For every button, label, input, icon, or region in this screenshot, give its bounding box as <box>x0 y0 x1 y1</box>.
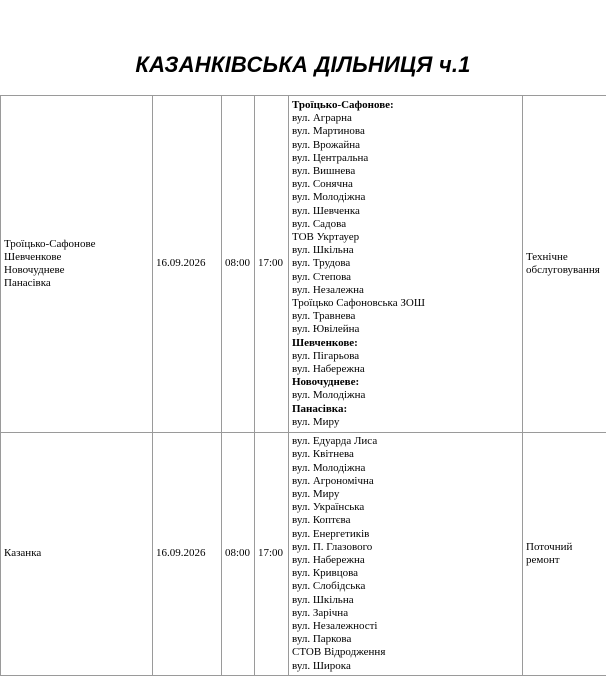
street-item: вул. Коптєва <box>292 514 351 527</box>
page-title: КАЗАНКІВСЬКА ДІЛЬНИЦЯ ч.1 <box>135 52 471 77</box>
work-type-line: ремонт <box>526 554 560 566</box>
street-item: вул. Врожайна <box>292 138 361 151</box>
street-item: вул. Сонячна <box>292 178 353 191</box>
street-item: Троїцько Сафоновська ЗОШ <box>292 297 425 309</box>
street-item: вул. Слобідська <box>292 580 366 593</box>
settlement-name: Шевченкове <box>4 250 62 263</box>
street-item: вул. Енергетиків <box>292 527 370 540</box>
street-item: вул. Кривцова <box>292 567 359 580</box>
street-item: вул. Вишнева <box>292 164 356 177</box>
work-type-line: обслуговування <box>526 264 600 276</box>
work-type-line: Технічне <box>526 250 568 263</box>
street-item: вул. Незалежна <box>292 283 364 296</box>
streets-cell <box>289 433 523 676</box>
street-item: вул. Шевченка <box>292 204 360 217</box>
work-type-cell <box>523 433 606 676</box>
settlement-name: Панасівка <box>4 277 51 290</box>
street-item: вул. Молодіжна <box>292 389 366 402</box>
street-item: вул. Мартинова <box>292 125 365 138</box>
street-item: ТОВ Укртауер <box>292 230 360 243</box>
street-item: вул. Незалежності <box>292 620 378 633</box>
street-item: вул. Степова <box>292 270 352 283</box>
street-item: вул. Молодіжна <box>292 461 366 474</box>
settlement-name: Казанка <box>4 547 42 560</box>
street-item: вул. Широка <box>292 659 351 672</box>
settlement-heading: Троїцько-Сафонове: <box>292 98 394 111</box>
street-item: вул. Пігарьова <box>292 349 360 362</box>
street-item: вул. Набережна <box>292 363 365 376</box>
street-item: вул. Українська <box>292 501 365 514</box>
end-time-cell: 17:00 <box>255 433 289 676</box>
street-item: вул. Молодіжна <box>292 191 366 204</box>
date-cell: 16.09.2026 <box>153 96 222 433</box>
table-row <box>1 96 606 433</box>
street-item: вул. Едуарда Лиса <box>292 435 378 448</box>
settlements-cell <box>1 96 153 433</box>
street-item: вул. Квітнева <box>292 448 354 461</box>
street-item: вул. Аграрна <box>292 112 352 125</box>
street-item: вул. Травнева <box>292 310 356 323</box>
work-type-cell <box>523 96 606 433</box>
settlement-heading: Шевченкове: <box>292 336 358 349</box>
settlement-name: Новочудневе <box>4 264 65 276</box>
settlements-cell <box>1 433 153 676</box>
street-item: вул. Миру <box>292 415 340 428</box>
street-item: вул. Ювілейна <box>292 323 360 336</box>
outage-schedule-table <box>0 95 606 676</box>
table-row <box>1 433 606 676</box>
street-item: вул. Шкільна <box>292 244 354 257</box>
street-item: СТОВ Відродження <box>292 646 386 659</box>
street-item: вул. Миру <box>292 487 340 500</box>
streets-cell <box>289 96 523 433</box>
settlement-heading: Панасівка: <box>292 402 348 415</box>
start-time-cell: 08:00 <box>222 433 255 676</box>
start-time-cell: 08:00 <box>222 96 255 433</box>
street-item: вул. Центральна <box>292 151 369 164</box>
date-cell: 16.09.2026 <box>153 433 222 676</box>
work-type-line: Поточний <box>526 540 573 553</box>
street-item: вул. Шкільна <box>292 593 354 606</box>
street-item: вул. Трудова <box>292 257 351 270</box>
street-item: вул. Агрономічна <box>292 474 374 487</box>
settlement-name: Троїцько-Сафонове <box>4 237 96 250</box>
street-item: вул. Паркова <box>292 633 352 646</box>
street-item: вул. Зарічна <box>292 606 349 619</box>
end-time-cell: 17:00 <box>255 96 289 433</box>
settlement-heading: Новочудневе: <box>292 376 360 389</box>
street-item: вул. Набережна <box>292 554 365 566</box>
street-item: вул. П. Глазового <box>292 540 373 553</box>
street-item: вул. Садова <box>292 217 347 230</box>
